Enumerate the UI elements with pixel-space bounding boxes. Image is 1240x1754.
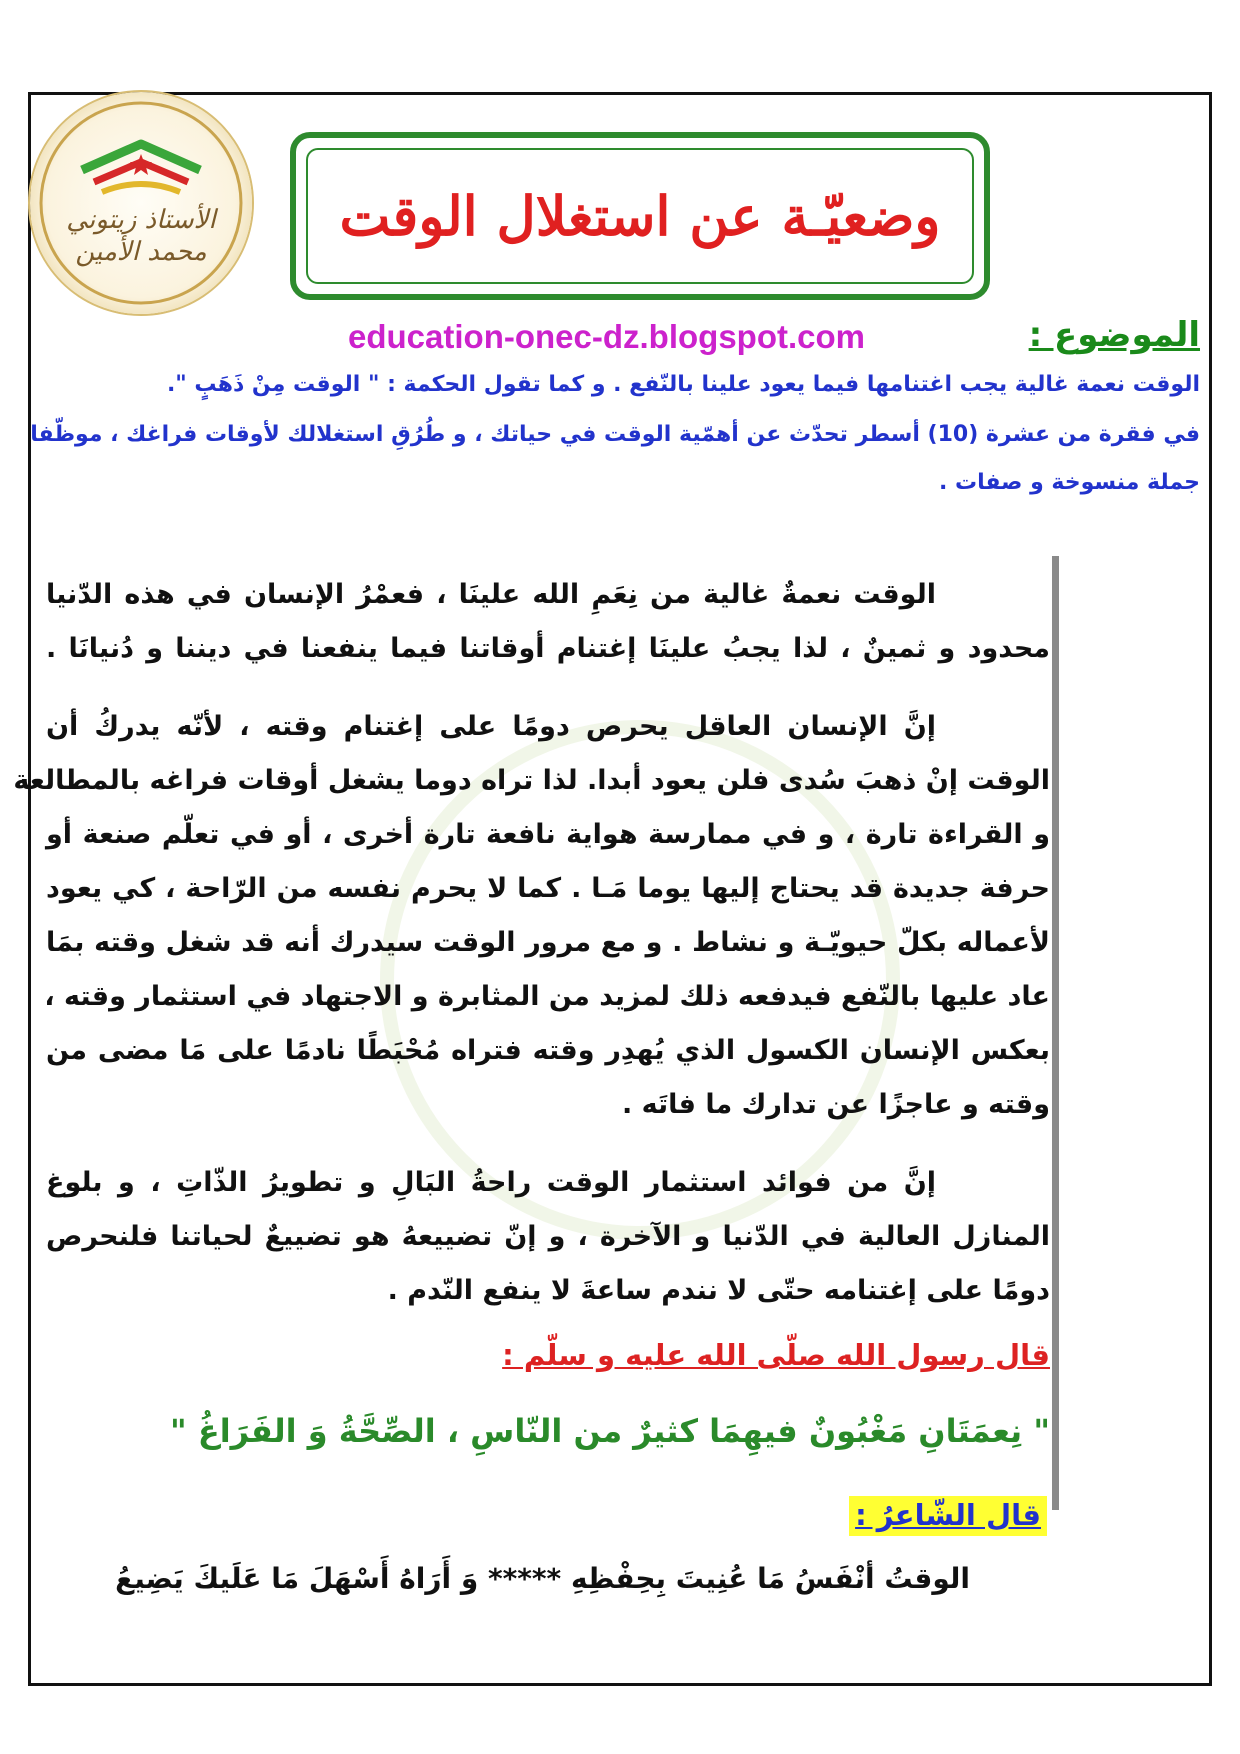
essay-line: محدود و ثمينٌ ، لذا يجبُ علينَا إغتنام أوقاتنا فيما ينفعنا في ديننا و دُنيانَا . <box>46 633 1050 664</box>
hadith-text: " نِعمَتَانِ مَغْبُونٌ فيهِمَا كثيرٌ من النّاسِ ، الصِّحَّةُ وَ الفَرَاغُ " <box>170 1412 1050 1450</box>
essay-paragraph-2 <box>13 700 1050 1132</box>
title-frame <box>290 132 990 300</box>
essay-line: لأعماله بكلّ حيويّـة و نشاط . و مع مرور الوقت سيدرك أنه قد شغل وقته بمَا <box>46 927 1050 958</box>
essay-line: الوقت إنْ ذهبَ سُدى فلن يعود أبدا. لذا تراه دوما يشغل أوقات فراغه بالمطالعة <box>13 765 1050 796</box>
subject-line-3: جملة منسوخة و صفات . <box>938 470 1200 495</box>
essay-line: و القراءة تارة ، و في ممارسة هواية نافعة تارة أخرى ، أو في تعلّم صنعة أو <box>46 819 1050 850</box>
subject-line-1: الوقت نعمة غالية يجب اغتنامها فيما يعود علينا بالنّفع . و كما تقول الحكمة : " الوقت مِنْ ذَهَبٍ ". <box>166 372 1200 397</box>
open-book-star-icon <box>30 92 252 314</box>
essay-line: المنازل العالية في الدّنيا و الآخرة ، و إنّ تضييعهُ هو تضييعٌ لحياتنا فلنحرص <box>46 1221 1050 1252</box>
poet-label: قال الشّاعرُ : <box>849 1496 1047 1536</box>
subject-line-2: في فقرة من عشرة (10) أسطر تحدّث عن أهمّية الوقت في حياتك ، و طُرُقِ استغلالك لأوقات فراغك ، موظّفا <box>30 422 1200 447</box>
logo-name-line2: محمد الأمين <box>75 237 207 267</box>
essay-side-bar <box>1052 556 1059 1510</box>
essay-line: حرفة جديدة قد يحتاج إليها يوما مَـا . كما لا يحرم نفسه من الرّاحة ، كي يعود <box>46 873 1050 904</box>
author-logo <box>30 92 252 314</box>
essay-line: دومًا على إغتنامه حتّى لا نندم ساعةَ لا ينفع النّدم . <box>387 1275 1050 1306</box>
essay-line: عاد عليها بالنّفع فيدفعه ذلك لمزيد من المثابرة و الاجتهاد في استثمار وقته ، <box>44 981 1050 1012</box>
essay-paragraph-3 <box>46 1156 1050 1318</box>
essay-line: وقته و عاجزًا عن تدارك ما فاتَه . <box>622 1089 1050 1120</box>
essay-paragraph-1 <box>46 568 1050 676</box>
hadith-label: قال رسول الله صلّى الله عليه و سلّم : <box>502 1338 1050 1372</box>
blog-url: education-onec-dz.blogspot.com <box>348 318 865 355</box>
title-inner-frame <box>306 148 974 284</box>
logo-name-line1: الأستاذ زيتوني <box>66 205 216 235</box>
essay-line: إنَّ الإنسان العاقل يحرص دومًا على إغتنام وقته ، لأنّه يدركُ أن <box>46 711 936 742</box>
poem-verse: الوقتُ أنْفَسُ مَا عُنِيتَ بِحِفْظِهِ ***** وَ أَرَاهُ أَسْهَلَ مَا عَلَيكَ يَضِيعُ <box>115 1562 970 1595</box>
page-title: وضعيّـة عن استغلال الوقت <box>339 184 941 248</box>
essay-line: إنَّ من فوائد استثمار الوقت راحةُ البَالِ و تطويرُ الذّاتِ ، و بلوغ <box>46 1167 936 1198</box>
subject-label: الموضوع : <box>1028 315 1200 355</box>
essay-line: بعكس الإنسان الكسول الذي يُهدِر وقته فتراه مُحْبَطًا نادمًا على مَا مضى من <box>46 1035 1050 1066</box>
essay-line: الوقت نعمةٌ غالية من نِعَمِ الله علينَا ، فعمْرُ الإنسان في هذه الدّنيا <box>46 579 936 610</box>
